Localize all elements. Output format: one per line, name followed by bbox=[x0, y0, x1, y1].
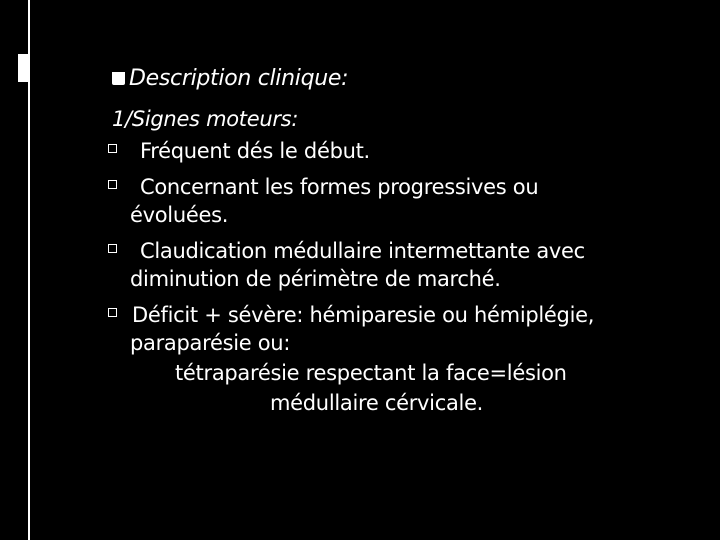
slide-title bbox=[112, 66, 348, 92]
slide-title-text: Description clinique: bbox=[129, 66, 349, 91]
bullet-1-line-1: Fréquent dés le début. bbox=[140, 139, 370, 163]
bullet-4-line-1: Déficit + sévère: hémiparesie ou hémiplégie, bbox=[132, 303, 595, 327]
checkbox-q-icon bbox=[112, 72, 125, 85]
hollow-square-icon bbox=[108, 180, 117, 189]
hollow-square-icon bbox=[108, 244, 117, 253]
bullet-4-line-3: tétraparésie respectant la face=lésion bbox=[175, 361, 567, 385]
bullet-2-line-2: évoluées. bbox=[130, 203, 229, 227]
bullet-3-line-1: Claudication médullaire intermettante avec bbox=[140, 239, 585, 263]
bullet-3-line-2: diminution de périmètre de marché. bbox=[130, 267, 501, 291]
decorative-bar bbox=[18, 54, 28, 82]
bullet-4-line-4: médullaire cérvicale. bbox=[270, 391, 484, 415]
bullet-2-line-1: Concernant les formes progressives ou bbox=[140, 175, 539, 199]
left-divider-line bbox=[28, 0, 30, 540]
hollow-square-icon bbox=[108, 144, 117, 153]
section-subtitle: 1/Signes moteurs: bbox=[112, 107, 299, 131]
hollow-square-icon bbox=[108, 308, 117, 317]
bullet-4-line-2: paraparésie ou: bbox=[130, 331, 291, 355]
